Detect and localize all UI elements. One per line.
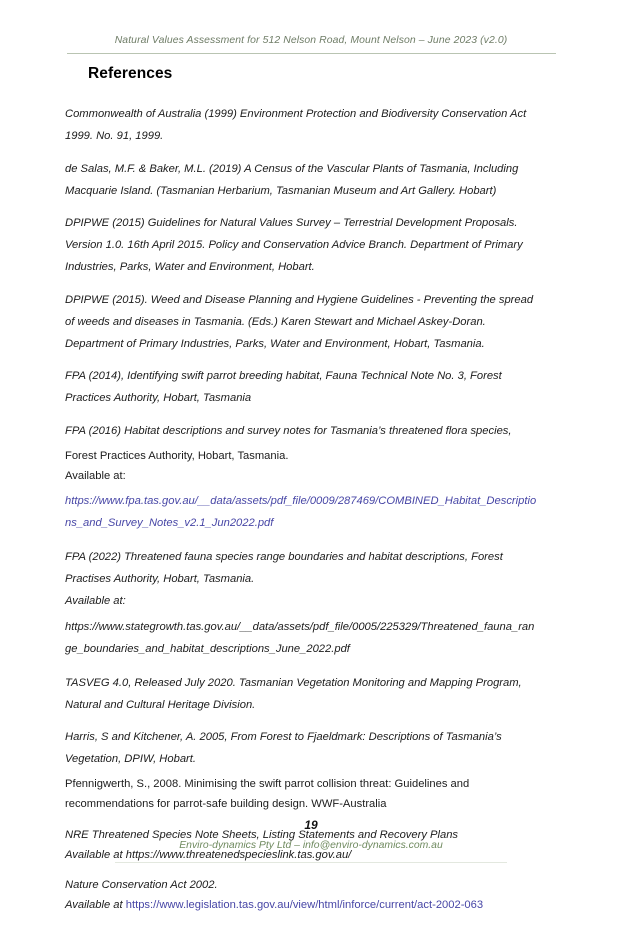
document-footer: Enviro-dynamics Pty Ltd – info@enviro-dynamics.com.au	[179, 840, 443, 851]
reference-entry	[65, 158, 559, 202]
reference-line: recommendations for parrot-safe building design. WWF-Australia	[65, 798, 387, 810]
reference-url	[65, 616, 559, 660]
reference-line[interactable]: Available at https://www.threatenedspecieslink.tas.gov.au/	[65, 848, 352, 861]
reference-line: Pfennigwerth, S., 2008. Minimising the swift parrot collision threat: Guidelines and	[65, 778, 470, 790]
reference-line: Practices Authority, Hobart, Tasmania	[65, 392, 252, 404]
reference-entry	[65, 875, 559, 915]
reference-link-continuation[interactable]: ns_and_Survey_Notes_v2.1_Jun2022.pdf	[65, 516, 274, 529]
reference-line: Forest Practices Authority, Hobart, Tasmania.	[65, 449, 289, 462]
reference-entry	[65, 289, 559, 355]
reference-line: DPIPWE (2015) Guidelines for Natural Values Survey – Terrestrial Development Proposals.	[65, 217, 518, 229]
available-at-label: Available at:	[65, 469, 126, 482]
reference-line: Macquarie Island. (Tasmanian Herbarium, Tasmanian Museum and Art Gallery. Hobart)	[65, 184, 497, 197]
reference-line: Nature Conservation Act 2002.	[65, 879, 218, 891]
reference-entry	[65, 212, 559, 278]
footer-divider	[115, 862, 507, 863]
reference-line: FPA (2014), Identifying swift parrot breeding habitat, Fauna Technical Note No. 3, Forest	[65, 370, 502, 382]
reference-entry	[65, 774, 559, 814]
page-number: 19	[304, 818, 318, 832]
reference-line: Vegetation, DPIW, Hobart.	[65, 753, 196, 765]
reference-link[interactable]: https://www.stategrowth.tas.gov.au/__data/assets/pdf_file/0005/225329/Threatened_fauna_ran	[65, 620, 535, 633]
references-list	[65, 103, 559, 926]
reference-line: of weeds and diseases in Tasmania. (Eds.) Karen Stewart and Michael Askey-Doran.	[65, 315, 486, 328]
reference-entry	[65, 420, 559, 442]
reference-url	[65, 490, 559, 534]
reference-line: FPA (2016) Habitat descriptions and survey notes for Tasmania’s threatened flora species,	[65, 424, 512, 437]
reference-line: de Salas, M.F. & Baker, M.L. (2019) A Census of the Vascular Plants of Tasmania, Including	[65, 162, 519, 175]
reference-line: Version 1.0. 16th April 2015. Policy and Conservation Advice Branch. Department of Primary	[65, 239, 523, 251]
reference-link-continuation[interactable]: ge_boundaries_and_habitat_descriptions_June_2022.pdf	[65, 642, 350, 655]
reference-line: Commonwealth of Australia (1999) Environment Protection and Biodiversity Conservation Act	[65, 108, 527, 120]
reference-link[interactable]: https://www.fpa.tas.gov.au/__data/assets/pdf_file/0009/287469/COMBINED_Habitat_Descriptio	[65, 494, 537, 507]
page-title: References	[88, 65, 173, 82]
running-header	[0, 30, 622, 48]
available-at-label: Available at	[65, 899, 126, 911]
reference-line: TASVEG 4.0, Released July 2020. Tasmanian Vegetation Monitoring and Mapping Program,	[65, 676, 522, 689]
available-at-label: Available at:	[65, 594, 126, 607]
reference-line: NRE Threatened Species Note Sheets, Listing Statements and Recovery Plans	[65, 828, 459, 841]
reference-entry	[65, 103, 559, 147]
reference-line: Natural and Cultural Heritage Division.	[65, 698, 256, 711]
running-header-text: Natural Values Assessment for 512 Nelson Road, Mount Nelson – June 2023 (v2.0)	[114, 35, 508, 46]
header-divider	[67, 53, 556, 54]
reference-availability	[65, 895, 559, 915]
reference-availability	[65, 446, 559, 486]
reference-line: Practises Authority, Hobart, Tasmania.	[65, 572, 255, 585]
reference-entry	[65, 546, 559, 612]
reference-line: DPIPWE (2015). Weed and Disease Planning and Hygiene Guidelines - Preventing the spread	[65, 293, 534, 306]
reference-line: FPA (2022) Threatened fauna species range boundaries and habitat descriptions, Forest	[65, 550, 503, 563]
reference-line: Harris, S and Kitchener, A. 2005, From Forest to Fjaeldmark: Descriptions of Tasmania’s	[65, 731, 502, 743]
reference-link[interactable]: https://www.legislation.tas.gov.au/view/html/inforce/current/act-2002-063	[125, 899, 484, 911]
reference-entry	[65, 726, 559, 770]
reference-line: 1999. No. 91, 1999.	[65, 130, 164, 142]
reference-line: Department of Primary Industries, Parks, Water and Environment, Hobart, Tasmania.	[65, 337, 485, 350]
reference-line: Industries, Parks, Water and Environment, Hobart.	[65, 261, 315, 273]
reference-entry	[65, 672, 559, 716]
reference-entry	[65, 365, 559, 409]
